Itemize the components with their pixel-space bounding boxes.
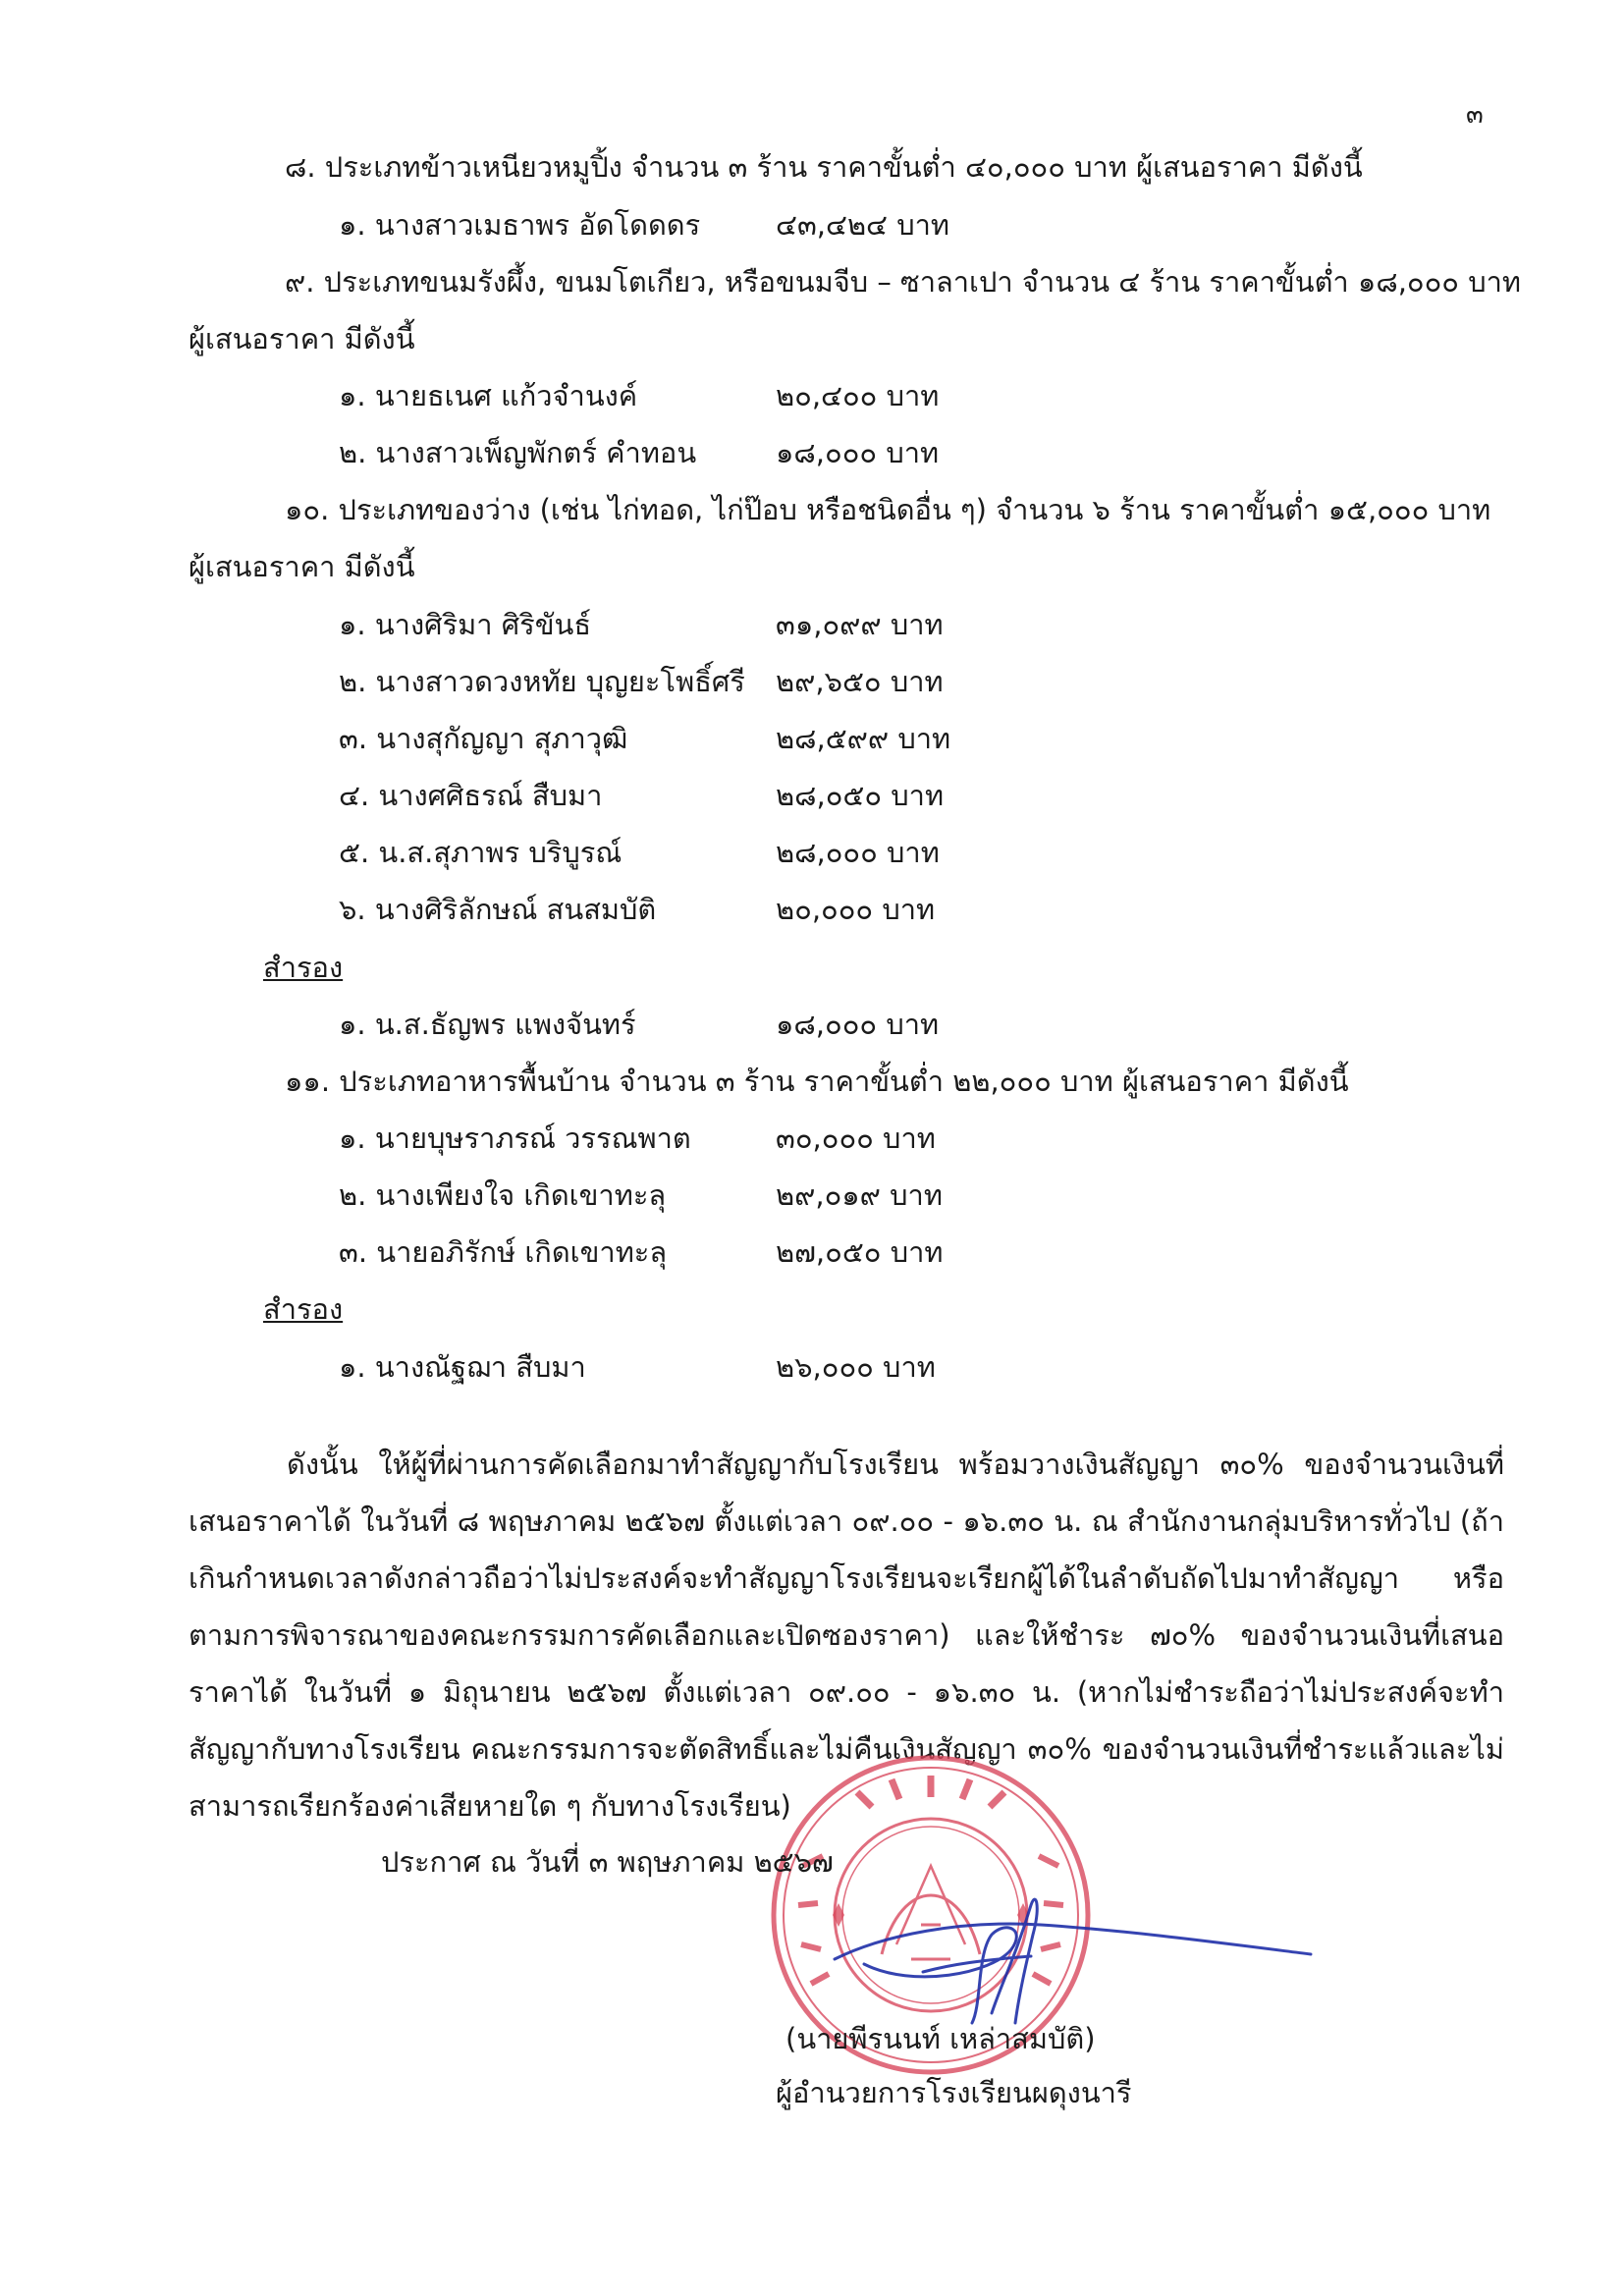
bid-amount: ๒๐,๐๐๐ บาท — [776, 893, 936, 926]
bid-amount: ๓๐,๐๐๐ บาท — [776, 1121, 936, 1155]
reserve-label: สำรอง — [263, 1292, 344, 1326]
section-10-heading: ๑๐. ประเภทของว่าง (เช่น ไก่ทอด, ไก่ป๊อบ หรือชนิดอื่น ๆ) จำนวน ๖ ร้าน ราคาขั้นต่ำ ๑๕,๐๐๐ บาท — [285, 493, 1491, 526]
bidder-name: ๑. นายธเนศ แก้วจำนงค์ — [339, 379, 638, 412]
bidder-name: ๓. นายอภิรักษ์ เกิดเขาทะลุ — [339, 1235, 668, 1269]
reserve-amount: ๑๘,๐๐๐ บาท — [776, 1008, 940, 1041]
bid-amount: ๔๓,๔๒๔ บาท — [776, 208, 950, 242]
bid-amount: ๑๘,๐๐๐ บาท — [776, 436, 940, 469]
bidder-name: ๕. น.ส.สุภาพร บริบูรณ์ — [339, 836, 623, 869]
bid-amount: ๒๘,๐๐๐ บาท — [776, 836, 940, 869]
section-10-heading-cont: ผู้เสนอราคา มีดังนี้ — [189, 550, 415, 583]
bid-amount: ๓๑,๐๙๙ บาท — [776, 608, 944, 641]
bidder-name: ๑. นายบุษราภรณ์ วรรณพาต — [339, 1121, 691, 1155]
bid-amount: ๒๙,๖๕๐ บาท — [776, 665, 944, 698]
bidder-name: ๓. นางสุกัญญา สุภาวุฒิ — [339, 722, 628, 755]
section-9-heading-cont: ผู้เสนอราคา มีดังนี้ — [189, 322, 415, 355]
bidder-name: ๖. นางศิริลักษณ์ สนสมบัติ — [339, 893, 657, 926]
bid-amount: ๒๐,๔๐๐ บาท — [776, 379, 940, 412]
section-11-heading: ๑๑. ประเภทอาหารพื้นบ้าน จำนวน ๓ ร้าน ราคาขั้นต่ำ ๒๒,๐๐๐ บาท ผู้เสนอราคา มีดังนี้ — [285, 1065, 1349, 1098]
bidder-name: ๒. นางเพียงใจ เกิดเขาทะลุ — [339, 1178, 667, 1212]
signer-name: (นายพีรนนท์ เหล่าสมบัติ) — [785, 2022, 1096, 2055]
reserve-name: ๑. น.ส.ธัญพร แพงจันทร์ — [339, 1008, 636, 1041]
bid-amount: ๒๘,๕๙๙ บาท — [776, 722, 951, 755]
announcement-line: ประกาศ ณ วันที่ ๓ พฤษภาคม ๒๕๖๗ — [381, 1845, 834, 1879]
bid-amount: ๒๘,๐๕๐ บาท — [776, 779, 945, 812]
bidder-name: ๒. นางสาวดวงหทัย บุญยะโพธิ์ศรี — [339, 665, 745, 698]
bid-amount: ๒๗,๐๕๐ บาท — [776, 1235, 944, 1269]
reserve-amount: ๒๖,๐๐๐ บาท — [776, 1350, 936, 1384]
reserve-label: สำรอง — [263, 951, 344, 984]
bid-amount: ๒๙,๐๑๙ บาท — [776, 1178, 943, 1212]
director-signature — [805, 1866, 1316, 2033]
reserve-name: ๑. นางณัฐฌา สืบมา — [339, 1350, 586, 1384]
signer-position: ผู้อำนวยการโรงเรียนผดุงนารี — [776, 2076, 1132, 2109]
bidder-name: ๒. นางสาวเพ็ญพักตร์ คำทอน — [339, 436, 697, 469]
section-8-heading: ๘. ประเภทข้าวเหนียวหมูปิ้ง จำนวน ๓ ร้าน ราคาขั้นต่ำ ๔๐,๐๐๐ บาท ผู้เสนอราคา มีดังนี้ — [285, 150, 1363, 184]
bidder-name: ๑. นางสาวเมธาพร อัดโดดดร — [339, 208, 701, 242]
page-number: ๓ — [1466, 100, 1484, 130]
section-9-heading: ๙. ประเภทขนมรังผึ้ง, ขนมโตเกียว, หรือขนมจีบ – ซาลาเปา จำนวน ๔ ร้าน ราคาขั้นต่ำ ๑๘,๐๐๐ บาท — [285, 265, 1522, 299]
bidder-name: ๑. นางศิริมา ศิริขันธ์ — [339, 608, 592, 641]
conclusion-text: ดังนั้น ให้ผู้ที่ผ่านการคัดเลือกมาทำสัญญากับโรงเรียน พร้อมวางเงินสัญญา ๓๐% ของจำนวนเงินที่เสนอราคาได้ ในวันที่ ๘ พฤษภาคม ๒๕๖๗ ตั้งแต่เวลา ๐๙.๐๐ - ๑๖.๓๐ น. ณ สำนักงานกลุ่มบริหารทั่วไป (ถ้าเกินกำหนดเวลาดังกล่าวถือว่าไม่ประสงค์จะทำสัญญาโรงเรียนจะเรียกผู้ได้ในลำดับถัดไปมาทำสัญญา หรือตามการพิจารณาของคณะกรรมการคัดเลือกและเปิดซองราคา) และให้ชำระ ๗๐% ของจำนวนเงินที่เสนอราคาได้ ในวันที่ ๑ มิถุนายน ๒๕๖๗ ตั้งแต่เวลา ๐๙.๐๐ - ๑๖.๓๐ น. (หากไม่ชำระถือว่าไม่ประสงค์จะทำสัญญากับทางโรงเรียน คณะกรรมการจะตัดสิทธิ์และไม่คืนเงินสัญญา ๓๐% ของจำนวนเงินที่ชำระแล้วและไม่สามารถเรียกร้องค่าเสียหายใด ๆ กับทางโรงเรียน) — [189, 1448, 1504, 1823]
bidder-name: ๔. นางศศิธรณ์ สืบมา — [339, 779, 603, 812]
